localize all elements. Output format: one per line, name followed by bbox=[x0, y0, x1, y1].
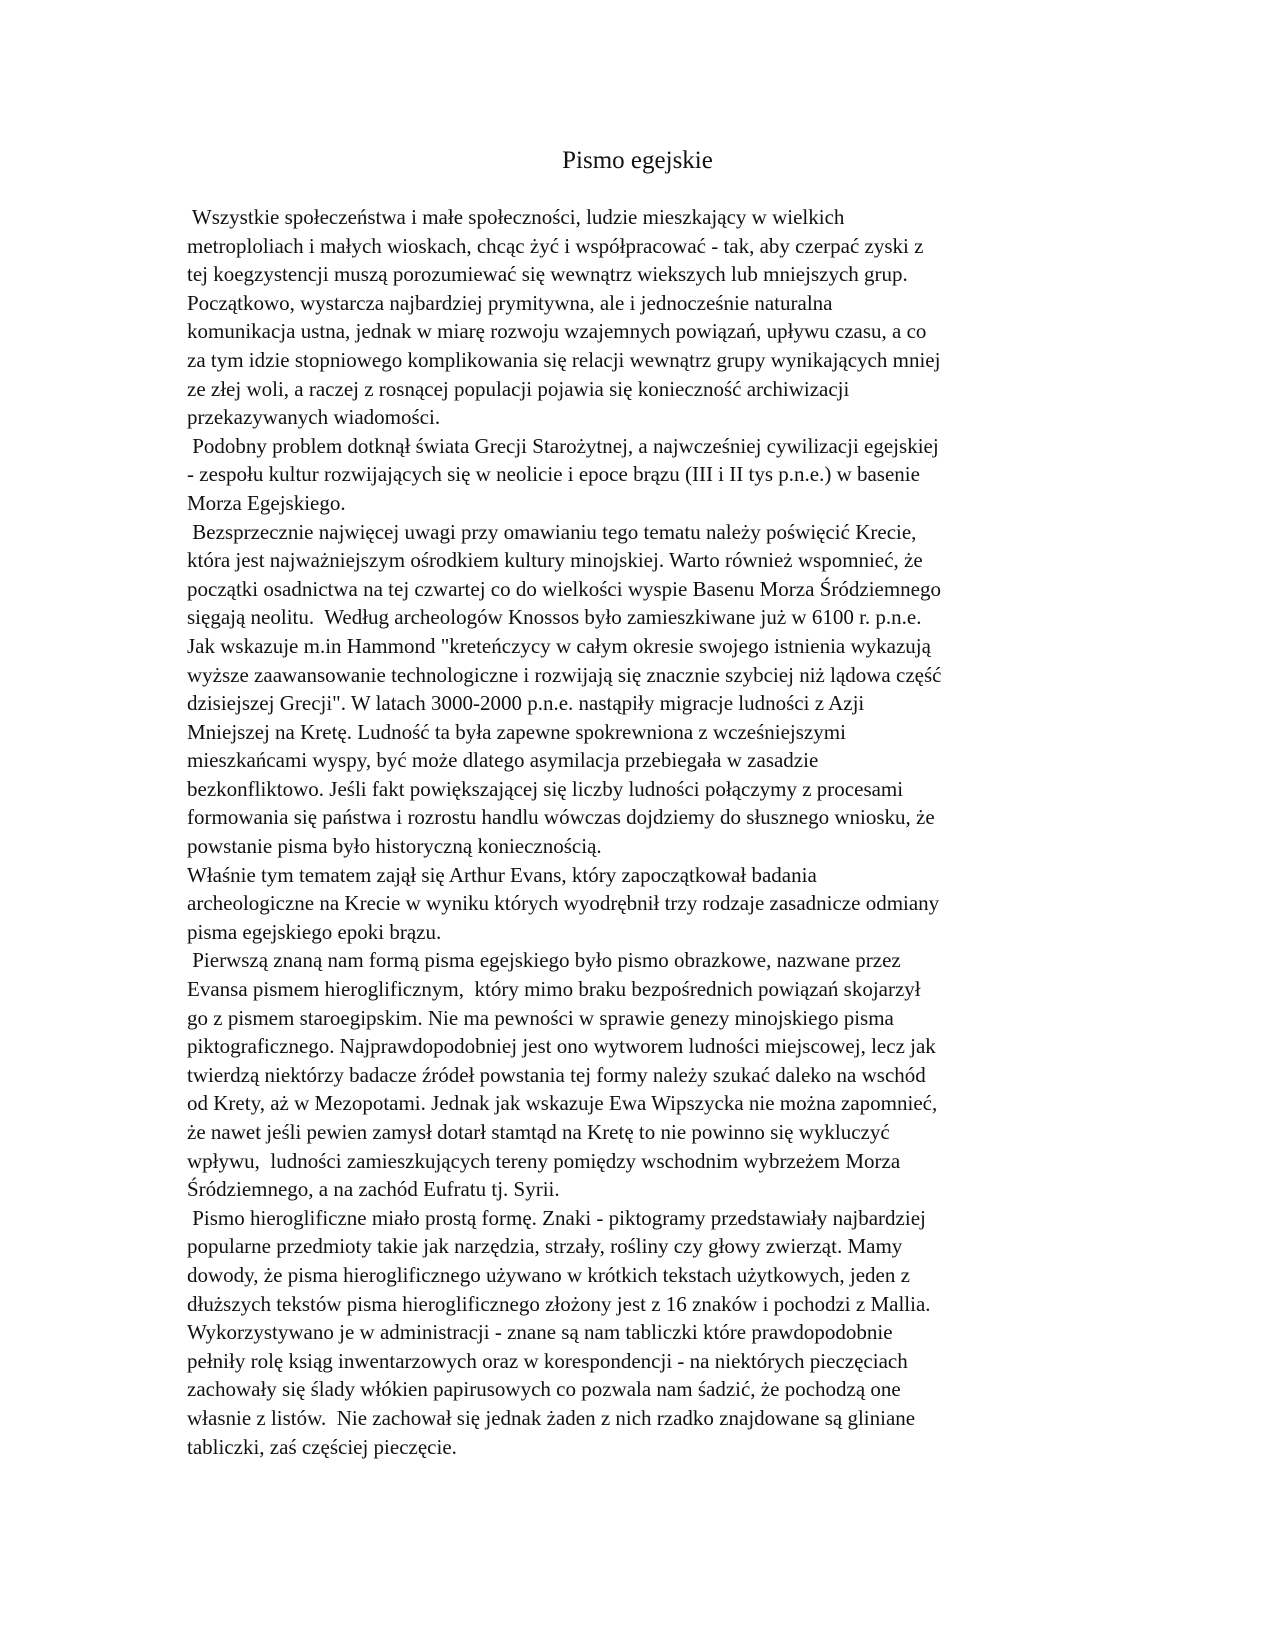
text-line: popularne przedmioty takie jak narzędzia, strzały, rośliny czy głowy zwierząt. Mamy bbox=[187, 1234, 903, 1259]
text-line: że nawet jeśli pewien zamysł dotarł stamtąd na Kretę to nie powinno się wykluczyć bbox=[187, 1120, 890, 1144]
text-line: Właśnie tym tematem zajął się Arthur Evans, który zapoczątkował badania bbox=[187, 862, 817, 887]
text-line: własnie z listów. Nie zachował się jednak żaden z nich rzadko znajdowane są gliniane bbox=[187, 1405, 916, 1430]
text-line: powstanie pisma było historyczną koniecznością. bbox=[187, 834, 602, 859]
text-line: archeologiczne na Krecie w wyniku których wyodrębnił trzy rodzaje zasadnicze odmiany bbox=[187, 891, 940, 916]
text-line: go z pismem staroegipskim. Nie ma pewności w sprawie genezy minojskiego pisma bbox=[187, 1005, 894, 1030]
text-line: formowania się państwa i rozrostu handlu wówczas dojdziemy do słusznego wniosku, że bbox=[187, 805, 935, 830]
text-line: Początkowo, wystarcza najbardziej prymitywna, ale i jednocześnie naturalna bbox=[187, 290, 833, 315]
text-line: Podobny problem dotknął świata Grecji Starożytnej, a najwcześniej cywilizacji egejskiej bbox=[187, 433, 939, 458]
text-line: Jak wskazuje m.in Hammond "kreteńczycy w całym okresie swojego istnienia wykazują bbox=[187, 633, 931, 658]
text-line: początki osadnictwa na tej czwartej co do wielkości wyspie Basenu Morza Śródziemnego bbox=[187, 576, 942, 601]
text-line: komunikacja ustna, jednak w miarę rozwoju wzajemnych powiązań, upływu czasu, a co bbox=[187, 319, 927, 344]
text-line: tabliczki, zaś częściej pieczęcie. bbox=[187, 1434, 457, 1459]
text-line: metroploliach i małych wioskach, chcąc żyć i współpracować - tak, aby czerpać zyski z bbox=[187, 233, 924, 258]
text-line: od Krety, aż w Mezopotami. Jednak jak wskazuje Ewa Wipszycka nie można zapomnieć, bbox=[187, 1091, 938, 1116]
text-line: sięgają neolitu. Według archeologów Knossos było zamieszkiwane już w 6100 r. p.n.e. bbox=[187, 605, 922, 630]
text-line: Wszystkie społeczeństwa i małe społeczności, ludzie mieszkający w wielkich bbox=[187, 205, 845, 229]
text-line: Bezsprzecznie najwięcej uwagi przy omawianiu tego tematu należy poświęcić Krecie, bbox=[187, 519, 917, 544]
text-line: piktograficznego. Najprawdopodobniej jest ono wytworem ludności miejscowej, lecz jak bbox=[187, 1034, 936, 1059]
text-line: zachowały się ślady włókien papirusowych co pozwala nam śadzić, że pochodzą one bbox=[187, 1377, 901, 1402]
text-line: - zespołu kultur rozwijających się w neolicie i epoce brązu (III i II tys p.n.e.) w basenie bbox=[187, 462, 920, 487]
text-line: Wykorzystywano je w administracji - znane są nam tabliczki które prawdopodobnie bbox=[187, 1320, 893, 1345]
document-body bbox=[187, 203, 1097, 1461]
text-line: Morza Egejskiego. bbox=[187, 490, 346, 515]
text-line: Śródziemnego, a na zachód Eufratu tj. Syrii. bbox=[187, 1177, 560, 1202]
text-line: Evansa pismem hieroglificznym, który mimo braku bezpośrednich powiązań skojarzył bbox=[187, 977, 921, 1002]
text-line: Pismo hieroglificzne miało prostą formę. Znaki - piktogramy przedstawiały najbardziej bbox=[187, 1205, 926, 1230]
text-line: pisma egejskiego epoki brązu. bbox=[187, 919, 442, 944]
document-title: Pismo egejskie bbox=[562, 147, 713, 174]
text-line: twierdzą niektórzy badacze źródeł powstania tej formy należy szukać daleko na wschód bbox=[187, 1062, 926, 1087]
text-line: dłuższych tekstów pisma hieroglificznego złożony jest z 16 znaków i pochodzi z Mallia. bbox=[187, 1291, 931, 1316]
text-line: wpływu, ludności zamieszkujących tereny pomiędzy wschodnim wybrzeżem Morza bbox=[187, 1148, 901, 1173]
text-line: przekazywanych wiadomości. bbox=[187, 405, 441, 430]
text-line: dowody, że pisma hieroglificznego używano w krótkich tekstach użytkowych, jeden z bbox=[187, 1262, 910, 1287]
text-line: bezkonfliktowo. Jeśli fakt powiększającej się liczby ludności połączymy z procesami bbox=[187, 776, 904, 801]
text-line: Mniejszej na Kretę. Ludność ta była zapewne spokrewniona z wcześniejszymi bbox=[187, 719, 846, 744]
text-line: która jest najważniejszym ośrodkiem kultury minojskiej. Warto również wspomnieć, że bbox=[187, 548, 923, 573]
text-line: ze złej woli, a raczej z rosnącej populacji pojawia się konieczność archiwizacji bbox=[187, 376, 850, 401]
text-line: pełniły rolę ksiąg inwentarzowych oraz w korespondencji - na niektórych pieczęciach bbox=[187, 1348, 908, 1373]
text-line: mieszkańcami wyspy, być może dlatego asymilacja przebiegała w zasadzie bbox=[187, 748, 819, 773]
text-line: za tym idzie stopniowego komplikowania się relacji wewnątrz grupy wynikających mniej bbox=[187, 347, 941, 372]
text-line: tej koegzystencji muszą porozumiewać się wewnątrz wiekszych lub mniejszych grup. bbox=[187, 262, 908, 287]
text-line: dzisiejszej Grecji". W latach 3000-2000 p.n.e. nastąpiły migracje ludności z Azji bbox=[187, 691, 865, 716]
text-line: Pierwszą znaną nam formą pisma egejskiego było pismo obrazkowe, nazwane przez bbox=[187, 948, 901, 973]
text-line: wyższe zaawansowanie technologiczne i rozwijają się znacznie szybciej niż lądowa część bbox=[187, 662, 942, 687]
